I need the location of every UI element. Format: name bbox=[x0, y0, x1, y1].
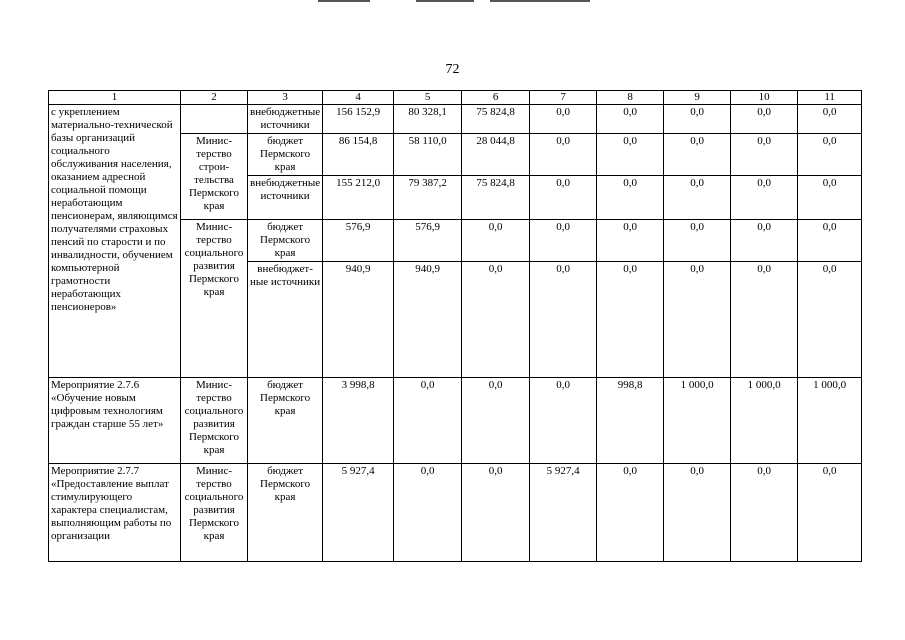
value-cell: 0,0 bbox=[664, 105, 731, 134]
col-header: 6 bbox=[462, 91, 530, 105]
col-header: 1 bbox=[49, 91, 181, 105]
value-cell: 940,9 bbox=[394, 262, 462, 378]
executor-empty bbox=[181, 105, 248, 134]
value-cell: 0,0 bbox=[394, 464, 462, 562]
col-header: 5 bbox=[394, 91, 462, 105]
executor: Минис-терство социального развития Пермского края bbox=[181, 220, 248, 378]
value-cell: 75 824,8 bbox=[462, 105, 530, 134]
value-cell: 0,0 bbox=[731, 176, 798, 220]
value-cell: 0,0 bbox=[664, 220, 731, 262]
value-cell: 576,9 bbox=[394, 220, 462, 262]
funding-source: внебюджет-ные источники bbox=[248, 262, 323, 378]
value-cell: 0,0 bbox=[664, 464, 731, 562]
col-header: 3 bbox=[248, 91, 323, 105]
value-cell: 0,0 bbox=[731, 134, 798, 176]
funding-source: бюджет Пермского края bbox=[248, 378, 323, 464]
value-cell: 0,0 bbox=[731, 220, 798, 262]
value-cell: 0,0 bbox=[597, 220, 664, 262]
funding-source: бюджет Пермского края bbox=[248, 134, 323, 176]
value-cell: 998,8 bbox=[597, 378, 664, 464]
value-cell: 0,0 bbox=[798, 220, 862, 262]
value-cell: 79 387,2 bbox=[394, 176, 462, 220]
value-cell: 86 154,8 bbox=[323, 134, 394, 176]
col-header: 4 bbox=[323, 91, 394, 105]
table-row bbox=[49, 378, 862, 464]
value-cell: 0,0 bbox=[664, 134, 731, 176]
activity-name: Мероприятие 2.7.6 «Обучение новым цифровым технологиям граждан старше 55 лет» bbox=[49, 378, 181, 464]
funding-source: внебюджетные источники bbox=[248, 176, 323, 220]
value-cell: 0,0 bbox=[731, 464, 798, 562]
funding-source: бюджет Пермского края bbox=[248, 464, 323, 562]
col-header: 2 bbox=[181, 91, 248, 105]
value-cell: 0,0 bbox=[731, 105, 798, 134]
value-cell: 576,9 bbox=[323, 220, 394, 262]
executor: Минис-терство социального развития Пермского края bbox=[181, 378, 248, 464]
header-row bbox=[49, 91, 862, 105]
page-number: 72 bbox=[445, 62, 460, 77]
col-header: 8 bbox=[597, 91, 664, 105]
value-cell: 0,0 bbox=[530, 262, 597, 378]
value-cell: 3 998,8 bbox=[323, 378, 394, 464]
value-cell: 0,0 bbox=[597, 176, 664, 220]
value-cell: 0,0 bbox=[530, 134, 597, 176]
budget-table bbox=[48, 90, 862, 562]
value-cell: 0,0 bbox=[798, 176, 862, 220]
value-cell: 5 927,4 bbox=[530, 464, 597, 562]
value-cell: 0,0 bbox=[798, 134, 862, 176]
value-cell: 0,0 bbox=[530, 220, 597, 262]
value-cell: 75 824,8 bbox=[462, 176, 530, 220]
value-cell: 28 044,8 bbox=[462, 134, 530, 176]
value-cell: 0,0 bbox=[664, 262, 731, 378]
value-cell: 0,0 bbox=[530, 176, 597, 220]
value-cell: 0,0 bbox=[597, 105, 664, 134]
value-cell: 0,0 bbox=[530, 378, 597, 464]
col-header: 9 bbox=[664, 91, 731, 105]
activity-name: Мероприятие 2.7.7 «Предоставление выплат стимулирующего характера специалистам, выполняющим работы по организации bbox=[49, 464, 181, 562]
table-row bbox=[49, 105, 862, 134]
value-cell: 1 000,0 bbox=[731, 378, 798, 464]
value-cell: 156 152,9 bbox=[323, 105, 394, 134]
value-cell: 80 328,1 bbox=[394, 105, 462, 134]
value-cell: 0,0 bbox=[597, 262, 664, 378]
value-cell: 0,0 bbox=[530, 105, 597, 134]
value-cell: 0,0 bbox=[664, 176, 731, 220]
executor: Минис-терство строи-тельства Пермского края bbox=[181, 134, 248, 220]
col-header: 7 bbox=[530, 91, 597, 105]
value-cell: 0,0 bbox=[731, 262, 798, 378]
value-cell: 0,0 bbox=[462, 378, 530, 464]
top-rule-2 bbox=[416, 0, 474, 2]
activity-name: с укреплением материально-технической базы организаций социального обслуживания населения, оказанием адресной социальной помощи неработающим пенсионерам, являющимся получателями страховых пенсий по старости и по инвалидности, обучением компьютерной грамотности неработающих пенсионеров» bbox=[49, 105, 181, 378]
value-cell: 5 927,4 bbox=[323, 464, 394, 562]
value-cell: 0,0 bbox=[394, 378, 462, 464]
funding-source: внебюджетные источники bbox=[248, 105, 323, 134]
top-rule-1 bbox=[318, 0, 370, 2]
executor: Минис-терство социального развития Пермского края bbox=[181, 464, 248, 562]
value-cell: 0,0 bbox=[462, 262, 530, 378]
value-cell: 155 212,0 bbox=[323, 176, 394, 220]
value-cell: 1 000,0 bbox=[664, 378, 731, 464]
value-cell: 0,0 bbox=[462, 220, 530, 262]
col-header: 10 bbox=[731, 91, 798, 105]
table-row bbox=[49, 464, 862, 562]
value-cell: 0,0 bbox=[798, 464, 862, 562]
top-rule-3 bbox=[490, 0, 590, 2]
funding-source: бюджет Пермского края bbox=[248, 220, 323, 262]
value-cell: 1 000,0 bbox=[798, 378, 862, 464]
col-header: 11 bbox=[798, 91, 862, 105]
value-cell: 0,0 bbox=[798, 262, 862, 378]
value-cell: 58 110,0 bbox=[394, 134, 462, 176]
value-cell: 0,0 bbox=[597, 134, 664, 176]
value-cell: 0,0 bbox=[462, 464, 530, 562]
value-cell: 0,0 bbox=[597, 464, 664, 562]
value-cell: 0,0 bbox=[798, 105, 862, 134]
value-cell: 940,9 bbox=[323, 262, 394, 378]
